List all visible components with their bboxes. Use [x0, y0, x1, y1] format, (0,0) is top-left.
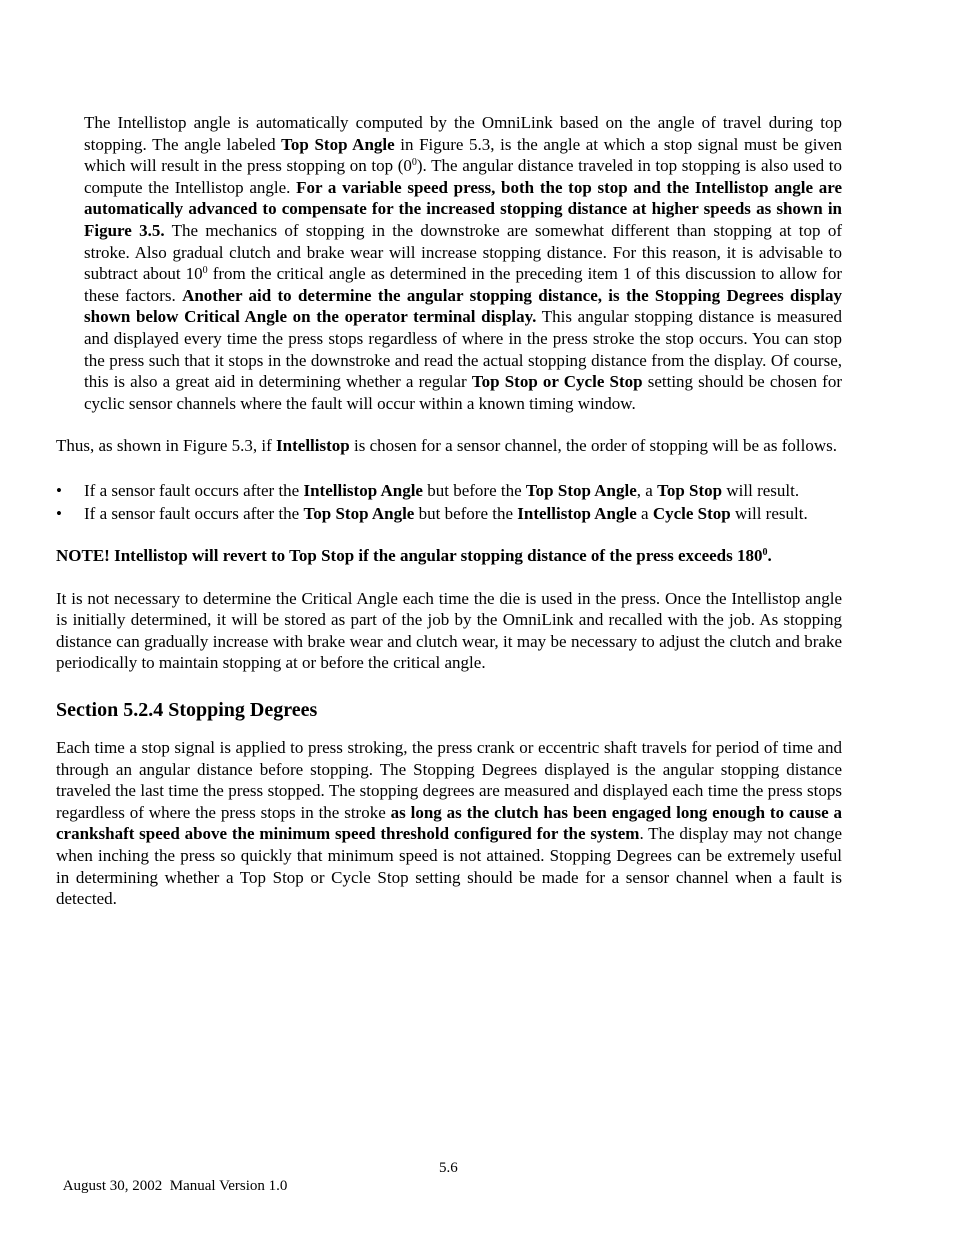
footer-date-version: August 30, 2002 Manual Version 1.0: [62, 1178, 288, 1194]
critical-angle-paragraph: It is not necessary to determine the Critical Angle each time the die is used in the press. Once the Intellistop angle is initially determined, it will be stored as part of the job by the OmniLink and recalled with the job. As stopping distance can gradually increase with brake wear and clutch wear, it may be necessary to adjust the clutch and brake periodically to maintain stopping at or before the critical angle.: [56, 588, 842, 673]
bold-run: Another aid to determine the angular stopping distance, is the Stopping Degrees display shown below Critical Angle on the operator terminal display.: [84, 285, 842, 327]
text-run: Each time a stop signal is applied to press stroking, the press crank or eccentric shaft travels for period of time and through an angular distance before stopping. The Stopping Degrees displayed is the angular stopping distance traveled the last time the press stopped. The stopping degrees are measured and displayed each time the press stops regardless of where the press stops in the stroke: [56, 738, 842, 822]
text-run: will result.: [722, 480, 800, 500]
text-run: a: [636, 503, 653, 523]
bold-run: as long as the clutch has been engaged long enough to cause a crankshaft speed above the minimum speed threshold configured for the system: [56, 802, 842, 844]
document-page: [56, 112, 842, 910]
superscript: 0: [411, 157, 417, 169]
text-run: ). The angular distance traveled in top stopping is also used to compute the Intellistop angle.: [84, 156, 842, 197]
text-run: from the critical angle as determined in the preceding item 1 of this discussion to allow for these factors.: [84, 264, 842, 305]
bullet-icon: •: [56, 480, 62, 500]
note-text: [56, 546, 772, 565]
bold-run: Top Stop Angle: [303, 503, 415, 523]
text-run: If a sensor fault occurs after the: [84, 480, 304, 500]
page-footer: [56, 1159, 458, 1213]
bullet-icon: •: [56, 503, 62, 523]
bold-run: Top Stop: [657, 480, 723, 500]
text-run: setting should be chosen for cyclic sensor channels where the fault will occur within a known timing window.: [84, 372, 842, 413]
stopping-order-paragraph: [56, 435, 842, 457]
bold-run: Intellistop Angle: [517, 503, 637, 523]
bold-run: Cycle Stop: [652, 503, 731, 523]
stopping-order-list: [56, 480, 842, 524]
list-item: [56, 480, 842, 502]
bold-run: Intellistop Angle: [303, 480, 423, 500]
bold-run: For a variable speed press, both the top stop and the Intellistop angle are automatically advanced to compensate for the increased stopping distance at higher speeds as shown in Figure 3.5.: [84, 177, 842, 240]
bold-run: Top Stop Angle: [281, 134, 395, 154]
text-run: in Figure 5.3, is the angle at which a stop signal must be given which will result in the press stopping on top (0: [84, 134, 842, 176]
superscript: 0: [202, 265, 208, 277]
bold-run: Intellistop: [276, 436, 350, 456]
superscript: 0: [762, 547, 768, 559]
text-run: Thus, as shown in Figure 5.3, if: [56, 436, 277, 456]
text-run: but before the: [414, 503, 518, 523]
section-heading: Section 5.2.4 Stopping Degrees: [56, 699, 318, 722]
text-run: , a: [636, 480, 658, 500]
text-run: .: [767, 546, 772, 566]
note-paragraph: [56, 545, 842, 567]
text-run: but before the: [422, 480, 526, 500]
text-run: If a sensor fault occurs after the: [84, 503, 304, 523]
text-run: . The display may not change when inching the press so quickly that minimum speed is not attained. Stopping Degrees can be extremely useful in determining whether a Top Stop or Cycle Stop setting should be made for a sensor channel when a fault is detected.: [56, 824, 843, 909]
bold-run: Top Stop Angle: [525, 480, 637, 500]
text-run: NOTE! Intellistop will revert to Top Stop if the angular stopping distance of the press exceeds 180: [56, 546, 763, 566]
text-run: This angular stopping distance is measured and displayed every time the press stops regardless of where in the press stroke the stop occurs. You can stop the press such that it stops in the downstroke and read the actual stopping distance from the display. Of course, this is also a great aid in determining whether a regular: [84, 307, 842, 392]
stopping-degrees-paragraph: [56, 737, 842, 910]
text-run: is chosen for a sensor channel, the order of stopping will be as follows.: [349, 436, 837, 456]
text-run: will result.: [730, 503, 808, 523]
intellistop-paragraph: [84, 112, 842, 414]
list-item: [56, 503, 842, 525]
text-run: The Intellistop angle is automatically computed by the OmniLink based on the angle of travel during top stopping. The angle labeled: [84, 113, 842, 154]
text-run: The mechanics of stopping in the downstroke are somewhat different than stopping at top of stroke. Also gradual clutch and brake wear will increase stopping distance. For this reason, it is advisable to subtract about 10: [84, 220, 842, 284]
bold-run: Top Stop or Cycle Stop: [471, 372, 643, 392]
page-number: 5.6: [439, 1160, 458, 1176]
